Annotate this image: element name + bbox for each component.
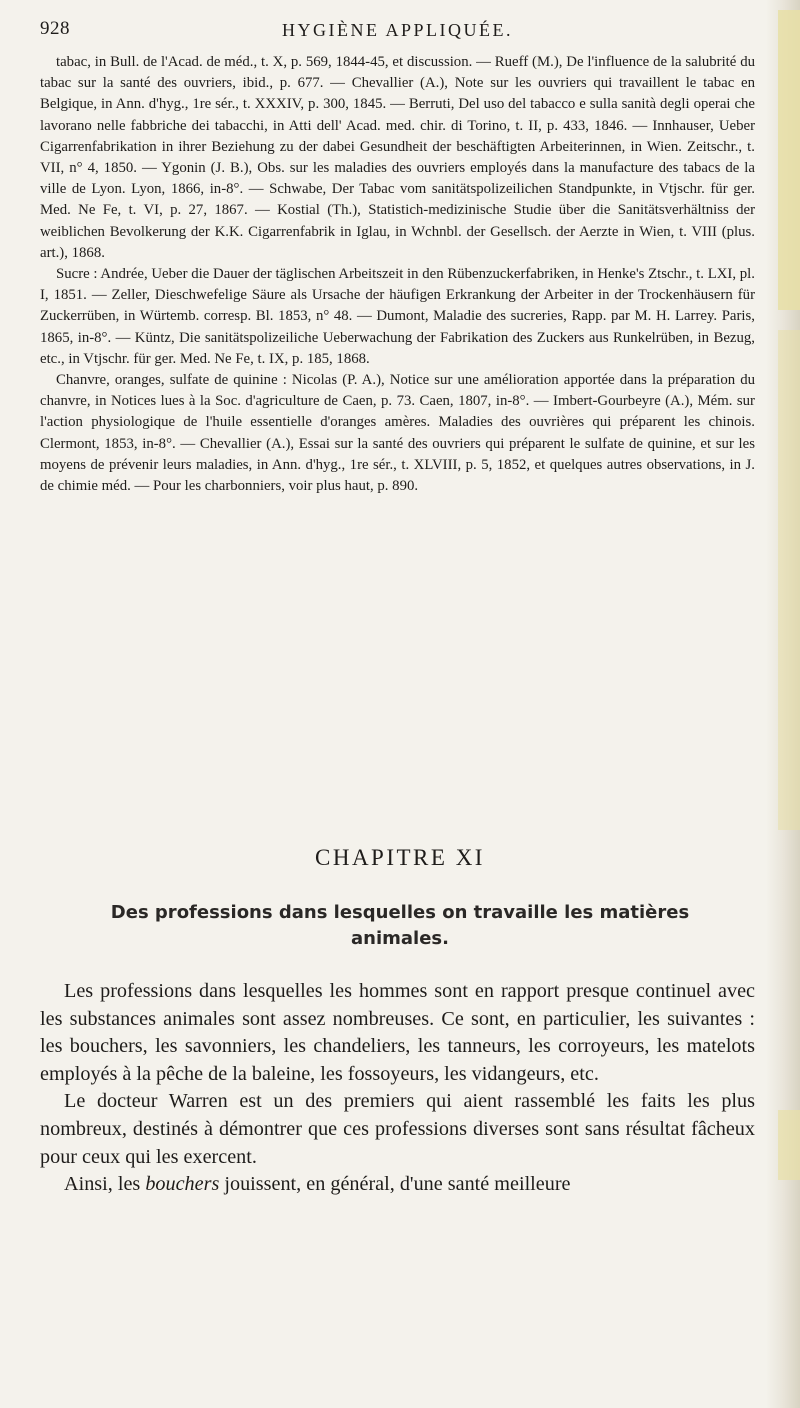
- bibliography-entry: tabac, in Bull. de l'Acad. de méd., t. X, p. 569, 1844-45, et discussion. — Rueff (M.), De l'influence de la salubrité du tabac sur la santé des ouvriers, ibid., p. 677. — Chevallier (A.), Note sur les ouvriers qui travaillent le tabac en Belgique, in Ann. d'hyg., 1re sér., t. XXXIV, p. 300, 1845. — Berruti, Del uso del tabacco e sulla sanità degli operai che lavorano nelle fabbriche dei tabacchi, in Atti dell' Acad. med. chir. di Torino, t. II, p. 433, 1846. — Innhauser, Ueber Cigarrenfabrikation in ihrer Beziehung zu der dabei Gesundheit der beschäftigten Arbeiterinnen, in Wien. Zeitschr., t. VII, n° 4, 1850. — Ygonin (J. B.), Obs. sur les maladies des ouvriers employés dans la manufacture des tabacs de la ville de Lyon. Lyon, 1866, in-8°. — Schwabe, Der Tabac vom sanitätspolizeilichen Standpunkte, in Vtjschr. für ger. Med. Ne Fe, t. VI, p. 27, 1867. — Kostial (Th.), Statistich-medizinische Studie über die Sanitätsverhältniss der weiblichen Bevolkerung der K.K. Cigarrenfabrik in Iglau, in Wchnbl. der Gesellsch. der Aerzte in Wien, t. VIII (plus. art.), 1868.: [40, 54, 755, 261]
- bibliography-entry: Sucre : Andrée, Ueber die Dauer der täglischen Arbeitszeit in den Rübenzuckerfabriken, in Henke's Ztschr., t. LXI, pl. I, 1851. — Zeller, Dieschwefelige Säure als Ursache der häufigen Erkrankung der Arbeiter in der Trockenhäusern für Zuckerrüben, in Würtemb. corresp. Bl. 1853, n° 48. — Dumont, Maladie des sucreries, Rapp. par M. H. Larrey. Paris, 1865, in-8°. — Küntz, Die sanitätspolizeiliche Ueberwachung der Fabrikation des Zuckers aus Runkelrüben, in Bezug, etc., in Vtjschr. für ger. Med. Ne Fe, t. IX, p. 185, 1868.: [40, 266, 755, 367]
- running-title: HYGIÈNE APPLIQUÉE.: [282, 20, 513, 40]
- body-text: [40, 978, 755, 1199]
- emphasis-bouchers: bouchers: [145, 1173, 220, 1196]
- paragraph: Les professions dans lesquelles les hommes sont en rapport presque continuel avec les substances animales sont assez nombreuses. Ce sont, en particulier, les suivantes : les bouchers, les savonniers, les chandeliers, les tanneurs, les corroyeurs, les matelots employés à la pêche de la baleine, les fossoyeurs, les vidangeurs, etc.: [40, 980, 755, 1085]
- page-number: 928: [40, 18, 70, 39]
- paragraph-last-line: [40, 1171, 755, 1199]
- text-run: jouissent, en général, d'une santé meilleure: [219, 1173, 571, 1196]
- paragraph: Le docteur Warren est un des premiers qui aient rassemblé les faits les plus nombreux, destinés à démontrer que ces professions diverses sont sans résultat fâcheux pour ceux qui les exercent.: [40, 1090, 755, 1168]
- chapter-title: Des professions dans lesquelles on travaille les matières animales.: [110, 902, 690, 949]
- bibliography: [40, 52, 755, 497]
- page-edge-stain: [778, 330, 800, 830]
- page-header: [40, 14, 755, 44]
- text-run: Ainsi, les: [64, 1173, 146, 1196]
- bibliography-entry: Chanvre, oranges, sulfate de quinine : Nicolas (P. A.), Notice sur une amélioration apportée dans la préparation du chanvre, in Notices lues à la Soc. d'agriculture de Caen, p. 73. Caen, 1807, in-8°. — Imbert-Gourbeyre (A.), Mém. sur l'action physiologique de l'huile essentielle d'oranges amères. Maladies des ouvrières qui préparent les chinois. Clermont, 1853, in-8°. — Chevallier (A.), Essai sur la santé des ouvriers qui préparent le sulfate de quinine, et sur les moyens de prévenir leurs maladies, in Ann. d'hyg., 1re sér., t. XLVIII, p. 5, 1852, et quelques autres observations, in J. de chimie méd. — Pour les charbonniers, voir plus haut, p. 890.: [40, 372, 755, 495]
- page-edge-stain: [778, 1110, 800, 1180]
- page-edge-stain: [778, 10, 800, 310]
- chapter-number: CHAPITRE XI: [315, 845, 485, 870]
